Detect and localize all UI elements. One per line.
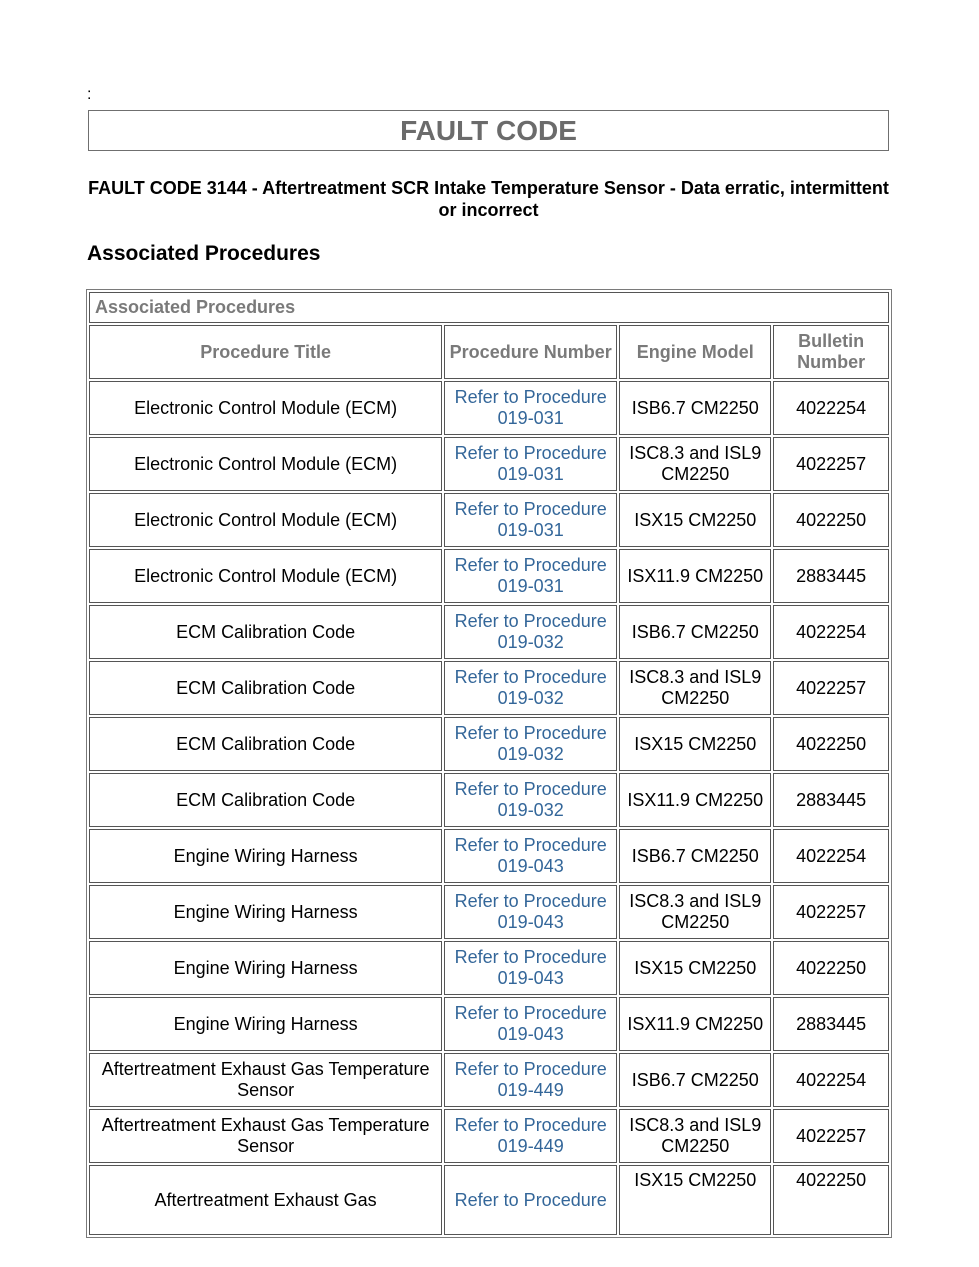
procedure-link[interactable]: Refer to Procedure 019-031 [444,437,617,491]
column-header: Procedure Number [444,325,617,379]
engine-model-cell: ISC8.3 and ISL9 CM2250 [619,1109,771,1163]
table-row [89,773,889,827]
procedure-link[interactable]: Refer to Procedure 019-043 [444,829,617,883]
procedure-title-cell: ECM Calibration Code [89,717,442,771]
column-header: Engine Model [619,325,771,379]
bulletin-number-cell: 2883445 [773,997,889,1051]
table-row [89,437,889,491]
table-row [89,941,889,995]
section-heading: Associated Procedures [87,242,321,265]
procedure-title-cell: Aftertreatment Exhaust Gas [89,1165,442,1235]
engine-model-cell: ISX15 CM2250 [619,941,771,995]
engine-model-cell: ISB6.7 CM2250 [619,1053,771,1107]
column-header: Procedure Title [89,325,442,379]
procedure-link[interactable]: Refer to Procedure 019-449 [444,1109,617,1163]
table-body [89,381,889,1235]
engine-model-cell: ISB6.7 CM2250 [619,605,771,659]
table-row [89,381,889,435]
associated-procedures-table [86,289,892,1238]
engine-model-cell: ISB6.7 CM2250 [619,829,771,883]
bulletin-number-cell: 4022254 [773,381,889,435]
bulletin-number-cell: 2883445 [773,773,889,827]
procedure-link[interactable]: Refer to Procedure 019-449 [444,1053,617,1107]
engine-model-cell: ISX15 CM2250 [619,1165,771,1235]
bulletin-number-cell: 4022254 [773,605,889,659]
table-row [89,1109,889,1163]
procedure-title-cell: Electronic Control Module (ECM) [89,381,442,435]
bulletin-number-cell: 4022250 [773,493,889,547]
column-header: Bulletin Number [773,325,889,379]
bulletin-number-cell: 4022257 [773,437,889,491]
fault-code-title: FAULT CODE 3144 - Aftertreatment SCR Intake Temperature Sensor - Data erratic, intermittent or incorrect [88,178,889,220]
bulletin-number-cell: 4022250 [773,717,889,771]
table-row [89,829,889,883]
procedure-link[interactable]: Refer to Procedure 019-032 [444,773,617,827]
table-row [89,661,889,715]
procedure-link[interactable]: Refer to Procedure 019-043 [444,885,617,939]
procedure-title-cell: Electronic Control Module (ECM) [89,493,442,547]
procedure-link[interactable]: Refer to Procedure 019-031 [444,381,617,435]
procedure-title-cell: Engine Wiring Harness [89,941,442,995]
engine-model-cell: ISB6.7 CM2250 [619,381,771,435]
bulletin-number-cell: 4022257 [773,661,889,715]
table-row [89,493,889,547]
engine-model-cell: ISX11.9 CM2250 [619,997,771,1051]
engine-model-cell: ISX11.9 CM2250 [619,773,771,827]
engine-model-cell: ISC8.3 and ISL9 CM2250 [619,661,771,715]
bulletin-number-cell: 4022250 [773,1165,889,1235]
table-caption-row [89,292,889,323]
bulletin-number-cell: 4022254 [773,829,889,883]
engine-model-cell: ISC8.3 and ISL9 CM2250 [619,437,771,491]
procedure-title-cell: Electronic Control Module (ECM) [89,549,442,603]
table-row [89,1165,889,1235]
bulletin-number-cell: 2883445 [773,549,889,603]
procedure-link[interactable]: Refer to Procedure 019-031 [444,493,617,547]
procedure-link[interactable]: Refer to Procedure 019-032 [444,717,617,771]
procedures-table-wrapper [86,289,892,1210]
procedure-title-cell: Aftertreatment Exhaust Gas Temperature Sensor [89,1053,442,1107]
procedure-link[interactable]: Refer to Procedure 019-043 [444,997,617,1051]
table-header-row [89,325,889,379]
procedure-title-cell: Engine Wiring Harness [89,997,442,1051]
procedure-title-cell: ECM Calibration Code [89,773,442,827]
bulletin-number-cell: 4022257 [773,1109,889,1163]
table-caption: Associated Procedures [89,292,889,323]
procedure-link[interactable]: Refer to Procedure 019-032 [444,661,617,715]
table-row [89,997,889,1051]
table-row [89,549,889,603]
procedure-title-cell: ECM Calibration Code [89,661,442,715]
procedure-title-cell: Aftertreatment Exhaust Gas Temperature Sensor [89,1109,442,1163]
bulletin-number-cell: 4022250 [773,941,889,995]
procedure-link[interactable]: Refer to Procedure 019-032 [444,605,617,659]
procedure-link[interactable]: Refer to Procedure 019-031 [444,549,617,603]
procedure-title-cell: Electronic Control Module (ECM) [89,437,442,491]
table-row [89,717,889,771]
table-row [89,885,889,939]
engine-model-cell: ISX15 CM2250 [619,717,771,771]
procedure-title-cell: Engine Wiring Harness [89,885,442,939]
procedure-link[interactable]: Refer to Procedure [444,1165,617,1235]
engine-model-cell: ISC8.3 and ISL9 CM2250 [619,885,771,939]
page-colon: : [87,86,92,103]
procedure-title-cell: ECM Calibration Code [89,605,442,659]
table-row [89,605,889,659]
bulletin-number-cell: 4022257 [773,885,889,939]
banner-title: FAULT CODE [400,114,577,146]
table-row [89,1053,889,1107]
procedure-title-cell: Engine Wiring Harness [89,829,442,883]
engine-model-cell: ISX11.9 CM2250 [619,549,771,603]
fault-code-banner [88,110,889,151]
bulletin-number-cell: 4022254 [773,1053,889,1107]
engine-model-cell: ISX15 CM2250 [619,493,771,547]
procedure-link[interactable]: Refer to Procedure 019-043 [444,941,617,995]
